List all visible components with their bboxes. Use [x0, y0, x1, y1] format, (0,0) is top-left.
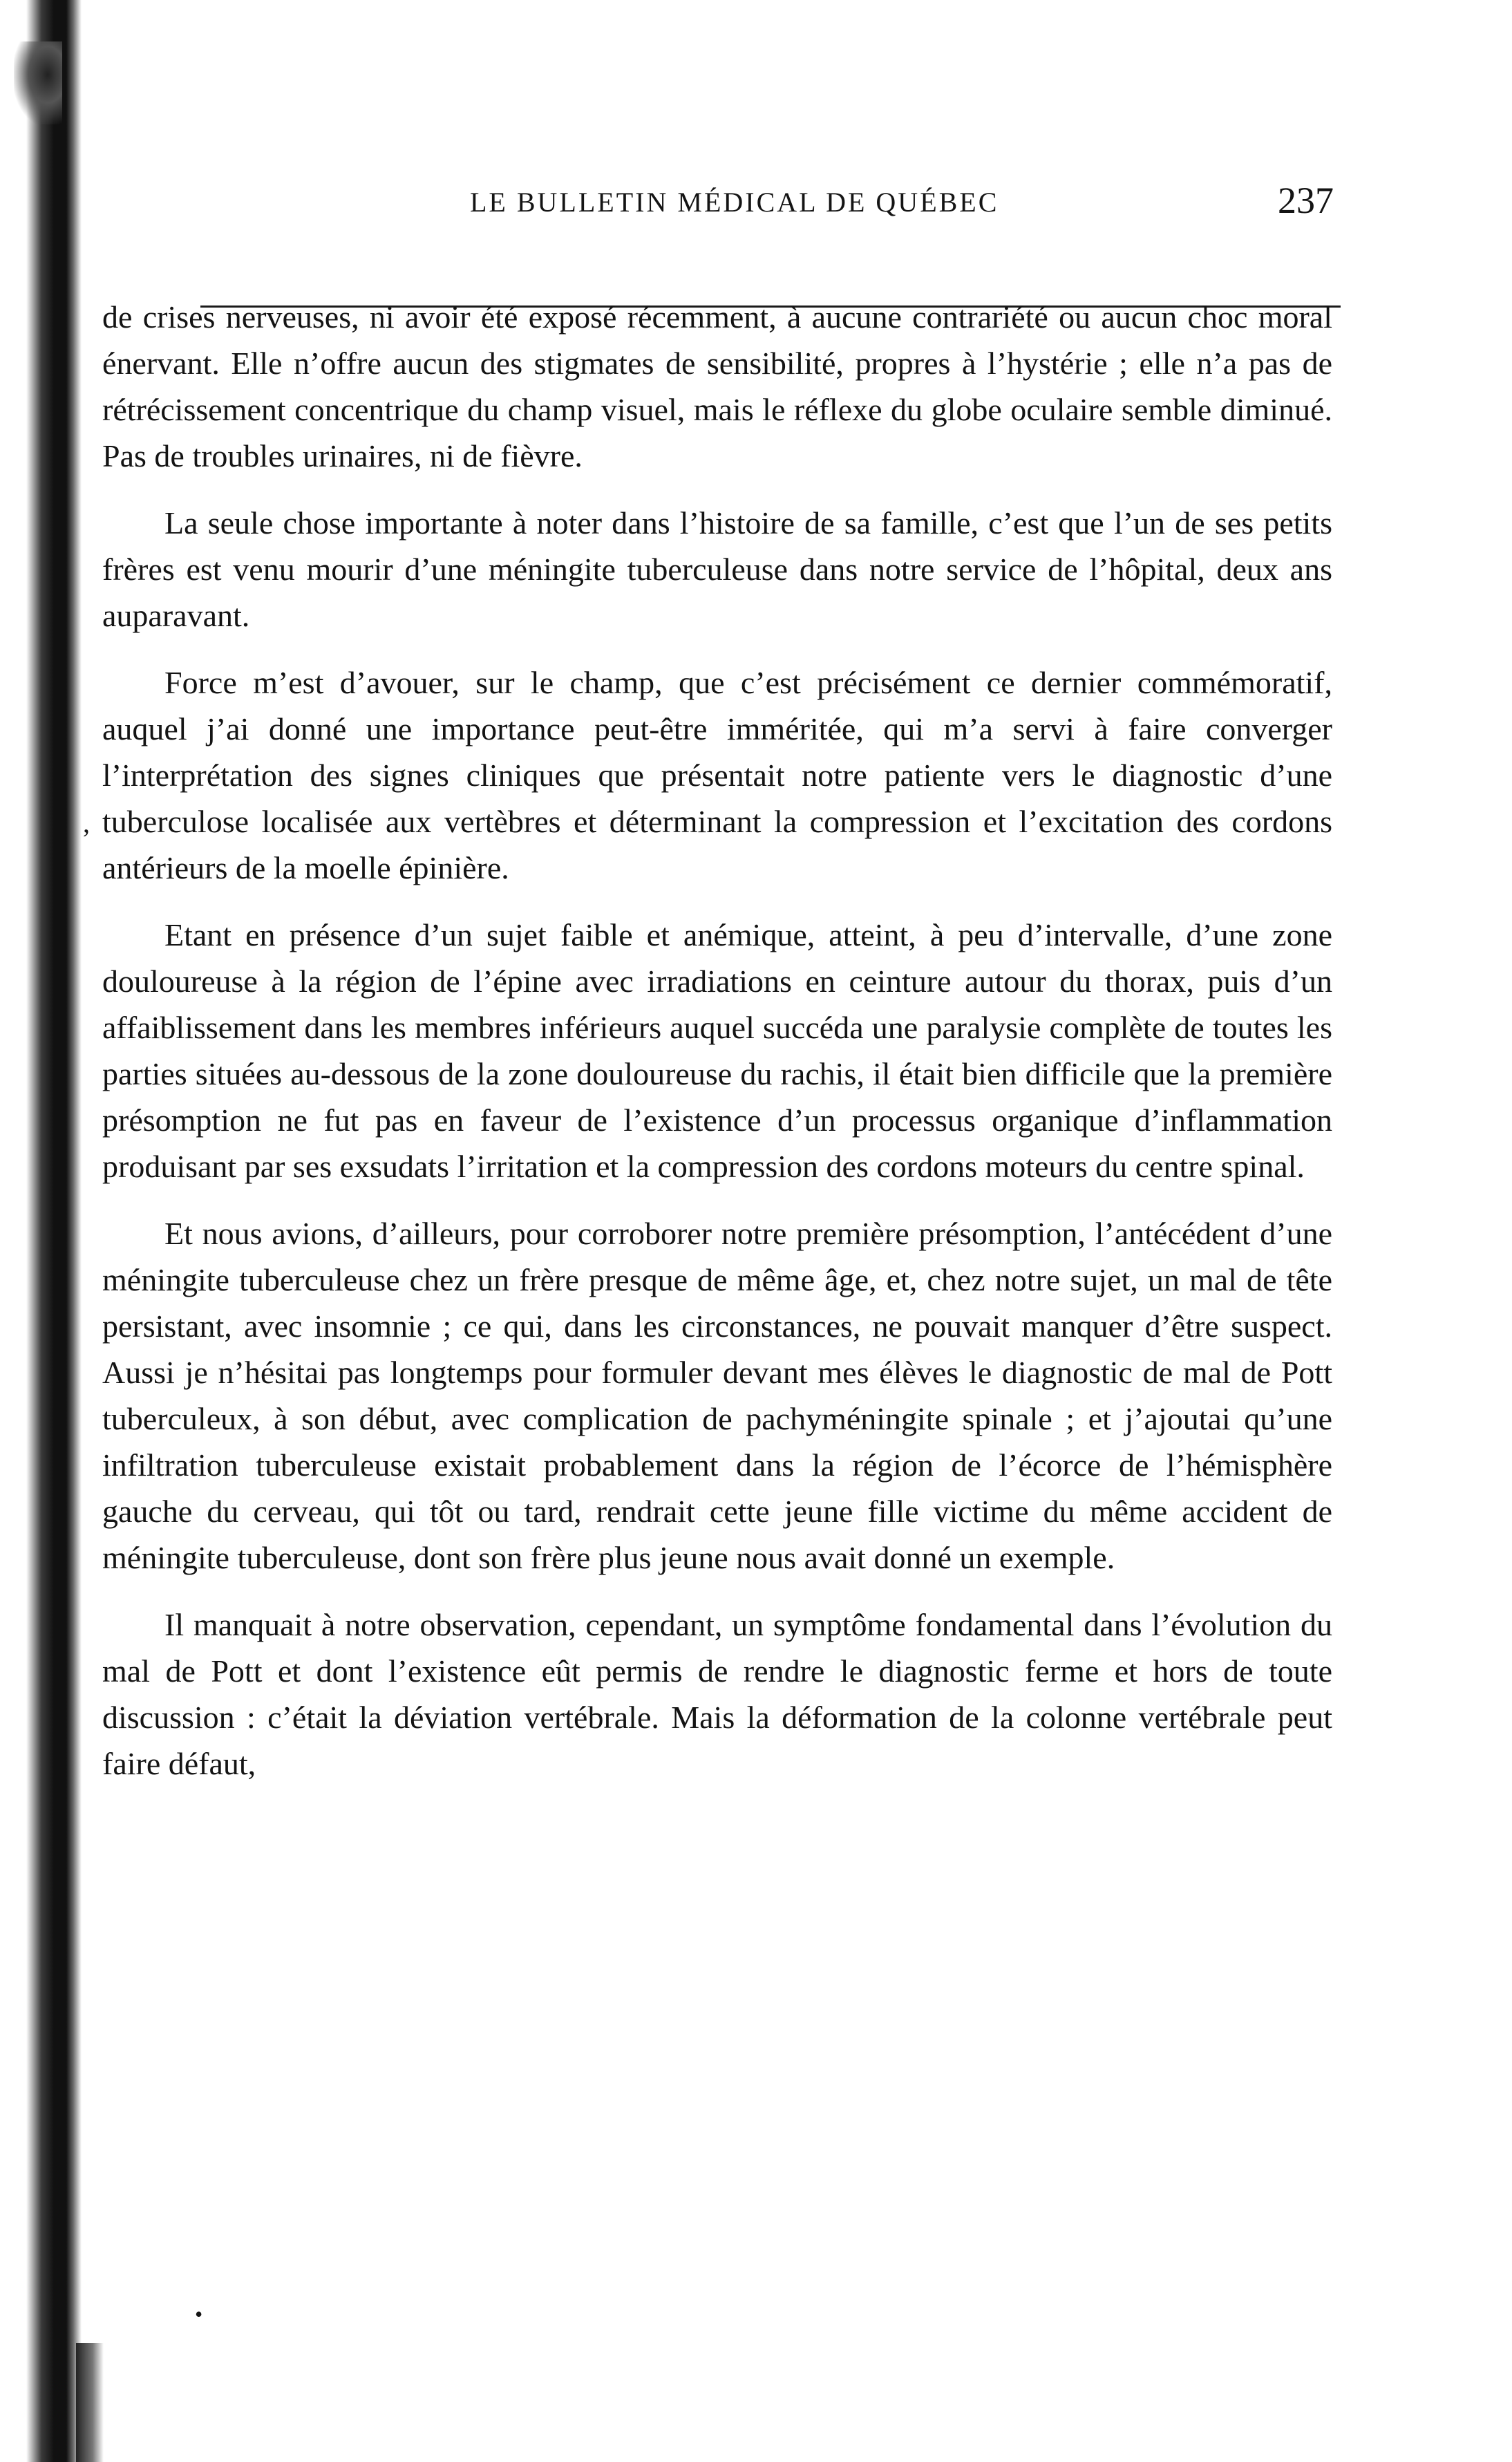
- running-head: [200, 176, 1334, 232]
- running-title: LE BULLETIN MÉDICAL DE QUÉBEC: [470, 187, 999, 218]
- binding-shadow-bottom: [76, 2343, 104, 2462]
- page-number: 237: [1278, 180, 1334, 221]
- print-speck: •: [195, 2302, 203, 2327]
- paragraph: Etant en présence d’un sujet faible et anémique, atteint, à peu d’intervalle, d’une zone douloureuse à la région de l’épine avec irradiations en ceinture autour du thorax, puis d’un affaiblissement dans les membres inférieurs auquel succéda une paralysie complète de toutes les parties situées au-dessous de la zone douloureuse du rachis, il était bien difficile que la première présomption ne fut pas en faveur de l’existence d’un processus organique d’inflammation produisant par ses exsudats l’irritation et la compression des cordons moteurs du centre spinal.: [102, 917, 1332, 1184]
- paragraph: Il manquait à notre observation, cependant, un symptôme fondamental dans l’évolution du mal de Pott et dont l’existence eût permis de rendre le diagnostic ferme et hors de toute discussion : c’était la déviation vertébrale. Mais la déformation de la colonne vertébrale peut faire défaut,: [102, 1607, 1332, 1781]
- paragraph-continuation: de crises nerveuses, ni avoir été exposé récemment, à aucune contrariété ou aucun choc moral énervant. Elle n’offre aucun des stigmates de sensibilité, propres à l’hystérie ; elle n’a pas de rétrécissement concentrique du champ visuel, mais le réflexe du globe oculaire semble diminué. Pas de troubles urinaires, ni de fièvre.: [102, 299, 1332, 473]
- body-text: [102, 294, 1332, 1787]
- binding-edge: [0, 0, 82, 2462]
- paragraph: Force m’est d’avouer, sur le champ, que c’est précisément ce dernier commémoratif, auquel j’ai donné une importance peut-être imméritée, qui m’a servi à faire converger l’interprétation des signes cliniques que présentait notre patiente vers le diagnostic d’une tuberculose localisée aux vertèbres et déterminant la compression et l’excitation des cordons antérieurs de la moelle épinière.: [102, 665, 1332, 885]
- paragraph: Et nous avions, d’ailleurs, pour corroborer notre première présomption, l’antécédent d’une méningite tuberculeuse chez un frère presque de même âge, et, chez notre sujet, un mal de tête persistant, avec insomnie ; ce qui, dans les circonstances, ne pouvait manquer d’être suspect. Aussi je n’hésitai pas longtemps pour formuler devant mes élèves le diagnostic de mal de Pott tuberculeux, à son début, avec complication de pachyméningite spinale ; et j’ajoutai qu’une infiltration tuberculeuse existait probablement dans la région de l’écorce de l’hémisphère gauche du cerveau, qui tôt ou tard, rendrait cette jeune fille victime du même accident de méningite tuberculeuse, dont son frère plus jeune nous avait donné un exemple.: [102, 1216, 1332, 1575]
- paragraph: La seule chose importante à noter dans l’histoire de sa famille, c’est que l’un de ses petits frères est venu mourir d’une méningite tuberculeuse dans notre service de l’hôpital, deux ans auparavant.: [102, 505, 1332, 633]
- print-speck: ʼ: [82, 823, 91, 854]
- binding-shadow: [14, 41, 62, 124]
